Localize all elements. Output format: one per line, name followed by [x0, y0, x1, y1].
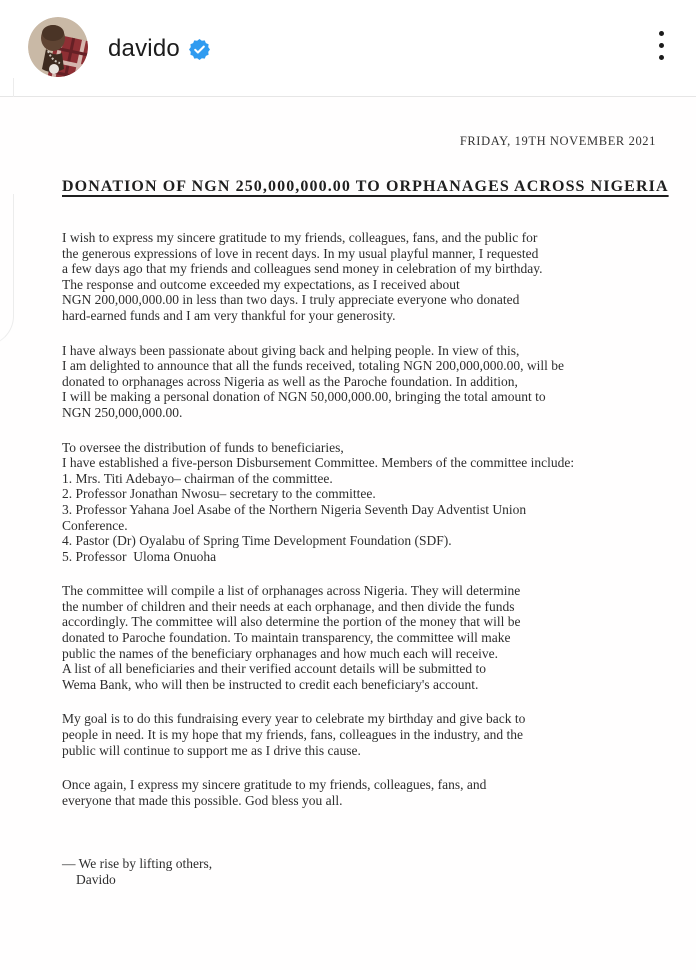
username-row — [108, 35, 210, 63]
letter-line: donated to orphanages across Nigeria as well as the Paroche foundation. In addition, — [62, 373, 518, 389]
page-edge-artifact — [13, 78, 14, 97]
letter-line: a few days ago that my friends and colleagues send money in celebration of my birthday. — [62, 261, 543, 277]
post-header — [0, 0, 696, 97]
letter-line: public the names of the beneficiary orphanages and how much each will receive. — [62, 645, 498, 661]
letter-line: I am delighted to announce that all the funds received, totaling NGN 200,000,000.00, will be — [62, 358, 565, 374]
letter-paragraph — [62, 230, 656, 324]
more-options-button[interactable] — [644, 24, 678, 68]
letter-line: accordingly. The committee will also determine the portion of the money that will be — [62, 614, 521, 630]
letter-line: I have always been passionate about giving back and helping people. In view of this, — [62, 342, 520, 358]
kebab-menu-icon — [659, 31, 664, 36]
letter-paragraph — [62, 777, 656, 808]
avatar[interactable] — [28, 17, 88, 77]
letter-line: My goal is to do this fundraising every year to celebrate my birthday and give back to — [62, 711, 526, 727]
letter-title: DONATION OF NGN 250,000,000.00 TO ORPHANAGES ACROSS NIGERIA — [62, 178, 669, 195]
letter-line: donated to Paroche foundation. To maintain transparency, the committee will make — [62, 630, 511, 646]
letter-line: 2. Professor Jonathan Nwosu– secretary to the committee. — [62, 486, 376, 502]
letter-line: 5. Professor Uloma Onuoha — [62, 548, 217, 564]
letter-line: public will continue to support me as I drive this cause. — [62, 742, 361, 758]
letter-content — [0, 97, 696, 888]
letter-line: NGN 200,000,000.00 in less than two days. I truly appreciate everyone who donated — [62, 292, 520, 308]
signature-name: Davido — [76, 872, 116, 887]
letter-paragraph — [62, 343, 656, 421]
letter-line: 3. Professor Yahana Joel Asabe of the Northern Nigeria Seventh Day Adventist Union — [62, 501, 527, 517]
letter-document — [0, 97, 696, 970]
letter-line: To oversee the distribution of funds to beneficiaries, — [62, 439, 344, 455]
letter-line: 4. Pastor (Dr) Oyalabu of Spring Time Development Foundation (SDF). — [62, 533, 452, 549]
letter-line: 1. Mrs. Titi Adebayo– chairman of the committee. — [62, 470, 333, 486]
letter-line: people in need. It is my hope that my friends, fans, colleagues in the industry, and the — [62, 727, 524, 743]
letter-line: The committee will compile a list of orphanages across Nigeria. They will determine — [62, 583, 521, 599]
letter-paragraph — [62, 583, 656, 692]
letter-line: the generous expressions of love in recent days. In my usual playful manner, I requested — [62, 245, 539, 261]
letter-line: Conference. — [62, 517, 128, 533]
letter-paragraph — [62, 440, 656, 565]
profile-photo-graphic — [28, 17, 88, 77]
letter-line: A list of all beneficiaries and their verified account details will be submitted to — [62, 661, 486, 677]
letter-line: hard-earned funds and I am very thankful for your generosity. — [62, 307, 396, 323]
letter-line: Once again, I express my sincere gratitude to my friends, colleagues, fans, and — [62, 777, 487, 793]
letter-line: I will be making a personal donation of NGN 50,000,000.00, bringing the total amount to — [62, 389, 546, 405]
signature-quote: — We rise by lifting others, — [62, 856, 213, 872]
letter-line: NGN 250,000,000.00. — [62, 404, 183, 420]
letter-body — [62, 230, 656, 808]
letter-date: FRIDAY, 19TH NOVEMBER 2021 — [459, 134, 656, 148]
username[interactable]: davido — [108, 34, 180, 62]
letter-line: Wema Bank, who will then be instructed to credit each beneficiary's account. — [62, 676, 479, 692]
letter-line: I wish to express my sincere gratitude to my friends, colleagues, fans, and the public for — [62, 230, 538, 245]
letter-line: everyone that made this possible. God bless you all. — [62, 792, 343, 808]
letter-signature — [62, 856, 656, 887]
letter-paragraph — [62, 711, 656, 758]
letter-line: I have established a five-person Disbursement Committee. Members of the committee include: — [62, 455, 575, 471]
letter-line: the number of children and their needs at each orphanage, and then divide the funds — [62, 598, 515, 614]
letter-line: The response and outcome exceeded my expectations, as I received about — [62, 276, 460, 292]
verified-badge-icon — [189, 39, 210, 60]
